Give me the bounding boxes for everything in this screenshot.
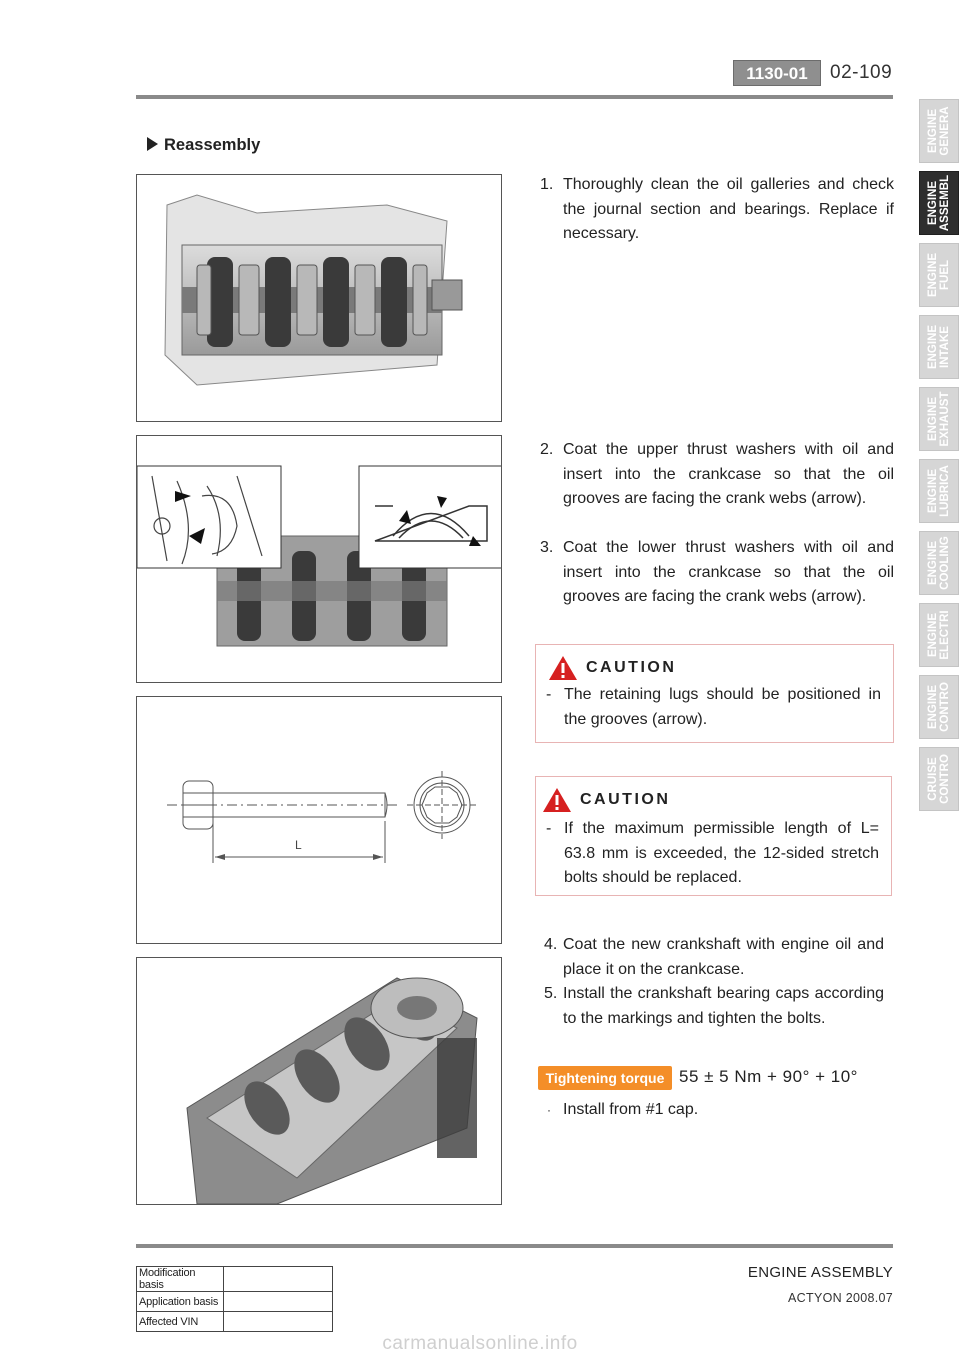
side-tab-cruise-control[interactable]: CRUISE CONTRO	[919, 747, 959, 811]
step-number: 2.	[540, 441, 554, 458]
side-tab-engine-control[interactable]: ENGINE CONTRO	[919, 675, 959, 739]
figure-thrust-washers	[136, 435, 502, 683]
caution-text: If the maximum permissible length of L= 63.8 mm is exceeded, the 12-sided stretch bolts should be replaced.	[564, 820, 879, 887]
step-5	[544, 982, 884, 1031]
side-tab-engine-lubrication[interactable]: ENGINE LUBRICA	[919, 459, 959, 523]
figure-crankshaft-installed	[136, 957, 502, 1205]
step-1	[540, 173, 894, 247]
table-value	[224, 1312, 333, 1332]
step-number: 5.	[544, 985, 558, 1002]
side-tab-engine-electrical[interactable]: ENGINE ELECTRI	[919, 603, 959, 667]
caution-text: The retaining lugs should be positioned in the grooves (arrow).	[564, 686, 881, 728]
table-row	[137, 1267, 333, 1292]
tightening-torque-label: Tightening torque	[538, 1066, 672, 1090]
dot-bullet: ·	[547, 1103, 551, 1117]
caution-header	[542, 787, 670, 813]
table-label: Modification basis	[137, 1267, 224, 1292]
footer-section-title: ENGINE ASSEMBLY	[747, 1264, 893, 1281]
tightening-torque-value: 55 ± 5 Nm + 90° + 10°	[679, 1067, 858, 1086]
table-row	[137, 1292, 333, 1312]
step-text: Install the crankshaft bearing caps according to the markings and tighten the bolts.	[563, 985, 884, 1027]
step-number: 4.	[544, 936, 558, 953]
caution-box-stretch-bolts	[535, 776, 892, 896]
figure-stretch-bolt-length	[136, 696, 502, 944]
dash-bullet: -	[546, 820, 552, 837]
step-text: Thoroughly clean the oil galleries and check the journal section and bearings. Replace if necessary.	[563, 176, 894, 243]
step-text: Coat the new crankshaft with engine oil and place it on the crankcase.	[563, 936, 884, 978]
header-divider	[136, 95, 893, 99]
caution-box-retaining-lugs	[535, 644, 894, 743]
table-label: Application basis	[137, 1292, 224, 1312]
side-tab-engine-intake[interactable]: ENGINE INTAKE	[919, 315, 959, 379]
warning-triangle-icon	[548, 655, 578, 681]
side-tab-engine-general[interactable]: ENGINE GENERA	[919, 99, 959, 163]
figure-crankcase-journals	[136, 174, 502, 422]
bolt-length-label: L	[295, 838, 302, 852]
side-tab-engine-cooling[interactable]: ENGINE COOLING	[919, 531, 959, 595]
caution-body	[546, 683, 881, 732]
watermark: carmanualsonline.info	[382, 1333, 578, 1354]
footer-model-date: ACTYON 2008.07	[788, 1291, 893, 1305]
step-text: Coat the upper thrust washers with oil and insert into the crankcase so that the oil grooves are facing the crank webs (arrow).	[563, 441, 894, 508]
step-number: 3.	[540, 539, 554, 556]
table-row	[137, 1312, 333, 1332]
warning-triangle-icon	[542, 787, 572, 813]
step-number: 1.	[540, 176, 554, 193]
section-title	[147, 136, 260, 155]
side-tab-engine-assembly[interactable]: ENGINE ASSEMBL	[919, 171, 959, 235]
table-value	[224, 1267, 333, 1292]
footer-divider	[136, 1244, 893, 1248]
page-number: 02-109	[830, 62, 893, 83]
caution-title: CAUTION	[586, 659, 677, 676]
triangle-bullet-icon	[147, 137, 158, 151]
side-tab-engine-fuel[interactable]: ENGINE FUEL	[919, 243, 959, 307]
caution-body	[546, 817, 879, 891]
dash-bullet: -	[546, 686, 552, 703]
step-4	[544, 933, 884, 982]
caution-header	[548, 655, 676, 681]
caution-title: CAUTION	[580, 791, 671, 808]
side-tab-engine-exhaust[interactable]: ENGINE EXHAUST	[919, 387, 959, 451]
install-note	[545, 1098, 698, 1122]
section-title-text: Reassembly	[164, 136, 261, 154]
step-2	[540, 438, 894, 512]
step-text: Coat the lower thrust washers with oil and insert into the crankcase so that the oil grooves are facing the crank webs (arrow).	[563, 539, 894, 606]
table-value	[224, 1292, 333, 1312]
install-note-text: Install from #1 cap.	[563, 1101, 699, 1118]
modification-table	[136, 1266, 333, 1332]
section-code-badge: 1130-01	[733, 60, 821, 86]
table-label: Affected VIN	[137, 1312, 224, 1332]
step-3	[540, 536, 894, 610]
